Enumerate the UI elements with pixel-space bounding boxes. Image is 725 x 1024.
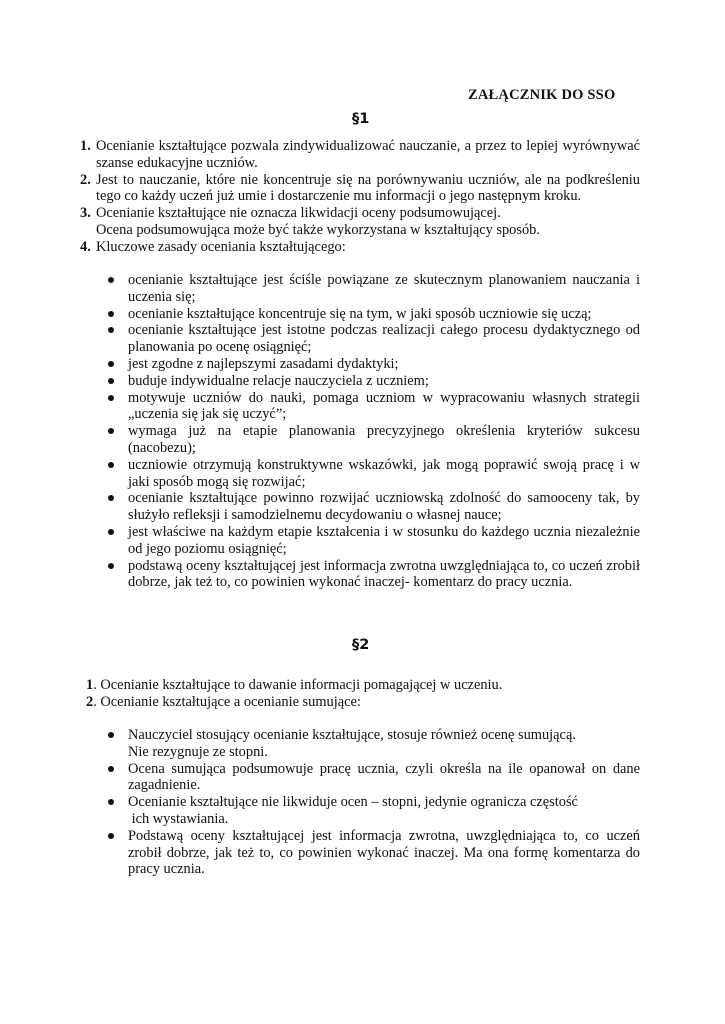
bullet-icon	[108, 766, 114, 772]
bullet-item: podstawą oceny kształtującej jest informacja zwrotna uwzględniająca to, co uczeń zrobił dobrze, jak też to, co powinien wykonać inaczej- komentarz do pracy ucznia.	[104, 558, 640, 592]
list-item: 3. Ocenianie kształtujące nie oznacza likwidacji oceny podsumowującej. Ocena podsumowująca może być także wykorzystana w kształtujący sposób.	[80, 205, 640, 239]
list-item-text: Ocena podsumowująca może być także wykorzystana w kształtujący sposób.	[96, 221, 540, 238]
bullet-item: Ocenianie kształtujące nie likwiduje ocen – stopni, jedynie ogranicza częstość ich wystawiania.	[104, 794, 640, 828]
bullet-icon	[108, 378, 114, 384]
list-item-text: Ocenianie kształtujące nie oznacza likwidacji oceny podsumowującej.	[96, 205, 501, 222]
list-item: 2. Jest to nauczanie, które nie koncentruje się na porównywaniu uczniów, ale na podkreśleniu tego co każdy uczeń już umie i dostarczenie mu informacji o jego następnym kroku.	[80, 171, 640, 205]
bullet-item: buduje indywidualne relacje nauczyciela z uczniem;	[104, 373, 640, 390]
bullet-icon	[108, 361, 114, 367]
bullet-icon	[108, 277, 114, 283]
bullet-item: uczniowie otrzymują konstruktywne wskazówki, jak mogą poprawić swoją pracę i w jaki sposób mogą się rozwijać;	[104, 457, 640, 491]
section-1-heading: §1	[352, 111, 370, 127]
bullet-item: ocenianie kształtujące powinno rozwijać uczniowską zdolność do samooceny tak, by służyło refleksji i samodzielnemu decydowaniu o własnej nauce;	[104, 490, 640, 524]
bullet-item: wymaga już na etapie planowania precyzyjnego określenia kryteriów sukcesu (nacobezu);	[104, 423, 640, 457]
section-2-bullet-list	[104, 727, 640, 878]
bullet-icon	[108, 495, 114, 501]
document-title: ZAŁĄCZNIK DO SSO	[468, 87, 616, 103]
bullet-icon	[108, 799, 114, 805]
bullet-icon	[108, 395, 114, 401]
list-item: 1. Ocenianie kształtujące pozwala zindywidualizować nauczanie, a przez to lepiej wyrównywać szanse edukacyjne uczniów.	[80, 138, 640, 171]
list-item: 4. Kluczowe zasady oceniania kształtującego:	[80, 238, 346, 255]
bullet-item: Nauczyciel stosujący ocenianie kształtujące, stosuje również ocenę sumującą. Nie rezygnuje ze stopni.	[104, 727, 640, 761]
bullet-icon	[108, 462, 114, 468]
list-item-text: . Ocenianie kształtujące a ocenianie sumujące:	[93, 693, 361, 710]
bullet-item: ocenianie kształtujące jest ściśle powiązane ze skutecznym planowaniem nauczania i uczenia się;	[104, 272, 640, 306]
bullet-item: jest zgodne z najlepszymi zasadami dydaktyki;	[104, 356, 640, 373]
section-1-bullet-list	[104, 272, 640, 591]
bullet-item: ocenianie kształtujące koncentruje się na tym, w jaki sposób uczniowie się uczą;	[104, 306, 640, 323]
bullet-item: ocenianie kształtujące jest istotne podczas realizacji całego procesu dydaktycznego od planowania po ocenę osiągnięć;	[104, 322, 640, 356]
bullet-icon	[108, 563, 114, 569]
section-1-numbered-list	[80, 138, 640, 256]
bullet-icon	[108, 529, 114, 535]
bullet-icon	[108, 311, 114, 317]
bullet-item: motywuje uczniów do nauki, pomaga uczniom w wypracowaniu własnych strategii „uczenia się jak się uczyć”;	[104, 390, 640, 424]
list-item-text: Ocenianie kształtujące pozwala zindywidualizować nauczanie, a przez to lepiej wyrównywać szanse edukacyjne uczniów.	[96, 138, 640, 171]
bullet-icon	[108, 732, 114, 738]
section-2-numbered-list	[86, 677, 646, 711]
list-item-text: Kluczowe zasady oceniania kształtującego:	[96, 238, 346, 255]
bullet-icon	[108, 833, 114, 839]
bullet-item: jest właściwe na każdym etapie kształcenia i w stosunku do każdego ucznia niezależnie od jego poziomu osiągnięć;	[104, 524, 640, 558]
list-item: 2. Ocenianie kształtujące a ocenianie sumujące:	[86, 693, 361, 710]
bullet-icon	[108, 327, 114, 333]
bullet-item: Podstawą oceny kształtującej jest informacja zwrotna, uwzględniająca to, co uczeń zrobił dobrze, jak też to, co powinien wykonać inaczej. Ma ona formę komentarza do pracy ucznia.	[104, 828, 640, 878]
bullet-icon	[108, 428, 114, 434]
section-2-heading: §2	[352, 637, 370, 653]
list-item-text: . Ocenianie kształtujące to dawanie informacji pomagającej w uczeniu.	[93, 677, 503, 693]
list-item: 1. Ocenianie kształtujące to dawanie informacji pomagającej w uczeniu.	[86, 677, 503, 693]
bullet-item: Ocena sumująca podsumowuje pracę ucznia, czyli określa na ile opanował on dane zagadnienie.	[104, 761, 640, 795]
list-item-text: Jest to nauczanie, które nie koncentruje się na porównywaniu uczniów, ale na podkreśleniu tego co każdy uczeń już umie i dostarczenie mu informacji o jego następnym kroku.	[96, 171, 640, 205]
